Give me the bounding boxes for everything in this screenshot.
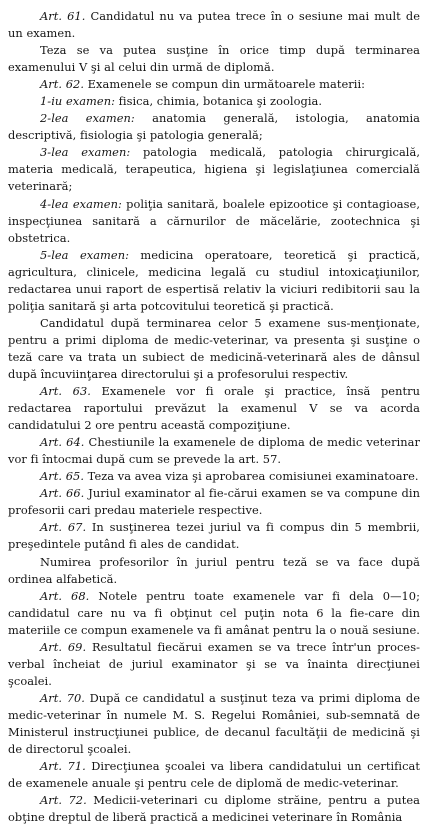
paragraph-teza [8,42,420,76]
paragraph-candidatul [8,315,420,383]
paragraph-text: Teza va avea viza şi aprobarea comisiunei examinatoare. [84,469,419,484]
paragraph-art-69 [8,639,420,690]
paragraph-exam-2 [8,110,420,144]
paragraph-exam-5 [8,247,420,315]
paragraph-art-66 [8,485,420,519]
exam-label: 2-lea examen: [40,111,135,126]
paragraph-text: Numirea profesorilor în juriul pentru teză se va face după ordinea alfabetică. [8,554,420,586]
article-label: Art. 61. [40,9,86,23]
exam-label: 5-lea examen: [40,247,129,262]
paragraph-text: In susţinerea tezei juriul va fi compus din 5 membrii, preşedintele putând fi ales de candidat. [8,520,420,552]
article-label: Art. 70. [40,690,85,705]
article-label: Art. 72. [40,793,87,808]
article-label: Art. 67. [40,520,87,535]
exam-label: 3-lea examen: [40,145,131,160]
paragraph-text: Direcţiunea şcoalei va libera candidatului un certificat de examenele anuale şi pentru cele de diplomă de medic-veterinar. [8,759,421,791]
article-label: Art. 62. [40,77,85,92]
paragraph-text: Candidatul după terminarea celor 5 examene sus-menţionate, pentru a primi diploma de medic-veterinar, va presenta şi susţine o teză care va trata un subiect de medicină-veterinară ales de dânsul după încuviinţarea directorului şi a profesorului respectiv. [8,315,420,381]
paragraph-art-72 [8,792,420,826]
paragraph-art-62 [8,76,420,93]
paragraph-exam-3 [8,144,420,195]
paragraph-art-61 [8,8,420,42]
article-label: Art. 66. [40,486,85,501]
article-label: Art. 64. [40,435,85,450]
article-label: Art. 69. [40,639,87,654]
article-label: Art. 63. [40,384,91,399]
paragraph-exam-4 [8,196,420,247]
paragraph-text: Examenele se compun din următoarele materii: [84,77,366,92]
paragraph-art-65 [8,468,420,485]
paragraph-art-71 [8,758,420,792]
paragraph-text: Examenele vor fi orale şi practice, însă pentru redactarea raportului prevăzut la examenul V se va acorda candidatului 2 ore pentru această compoziţiune. [8,384,420,433]
article-label: Art. 71. [40,759,86,774]
paragraph-art-67 [8,519,420,553]
paragraph-text: Teza se va putea susţine în orice timp după terminarea examenului V şi al celui din urmă de diplomă. [8,43,420,75]
paragraph-text: poliţia sanitară, boalele epizootice şi contagioase, inspecţiunea sanitară a cărnurilor de măcelărie, zootechnica şi obstetrica. [8,196,420,245]
paragraph-text: anatomia generală, istologia, anatomia descriptivă, fisiologia şi patologia generală; [8,111,421,143]
paragraph-text: patologia medicală, patologia chirurgicală, materia medicală, terapeutica, higiena şi legislaţiunea comercială veterinară; [8,145,420,194]
paragraph-art-63 [8,383,420,434]
article-label: Art. 68. [40,588,90,603]
exam-label: 4-lea examen: [40,196,122,211]
paragraph-text: fisica, chimia, botanica şi zoologia. [114,94,323,109]
exam-label: 1-iu examen: [40,94,115,109]
paragraph-text: Resultatul fiecărui examen se va trece într'un proces-verbal încheiat de juriul examinator şi se va înainta direcţiunei şcoalei. [8,639,420,688]
paragraph-text: Chestiunile la examenele de diploma de medic veterinar vor fi întocmai după cum se prevede la art. 57. [8,435,420,467]
paragraph-exam-1 [8,93,420,110]
paragraph-text: După ce candidatul a susţinut teza va primi diploma de medic-veterinar în numele M. S. Regelui României, sub-semnată de Ministerul instrucţiunei publice, de decanul facultăţii de medicină şi de directorul şcoalei. [8,690,420,757]
paragraph-text: Medicii-veterinari cu diplome străine, pentru a putea obţine dreptul de liberă practică a medicinei veterinare în România [8,793,420,825]
paragraph-art-70 [8,690,420,758]
paragraph-text: medicina operatoare, teoretică şi practică, agricultura, clinicele, medicina legală cu studiul intoxicaţiunilor, redactarea unui raport de espertisă relativ la viciuri redibitorii sau la poliţia sanitară şi arta potcovitului teoretică şi practică. [8,247,420,313]
paragraph-numirea [8,554,420,588]
paragraph-text: Candidatul nu va putea trece în o sesiune mai mult de un examen. [8,9,420,41]
paragraph-art-68 [8,588,420,639]
paragraph-art-64 [8,434,420,468]
article-label: Art. 65. [40,469,85,484]
paragraph-text: Juriul examinator al fie-cărui examen se va compune din profesorii cari predau materiele respective. [8,486,420,518]
paragraph-text: Notele pentru toate examenele var fi dela 0—10; candidatul care nu va fi obţinut cel puţin nota 6 la fie-care din materiile ce compun examenele va fi amânat pentru la o nouă sesiune. [8,588,420,637]
